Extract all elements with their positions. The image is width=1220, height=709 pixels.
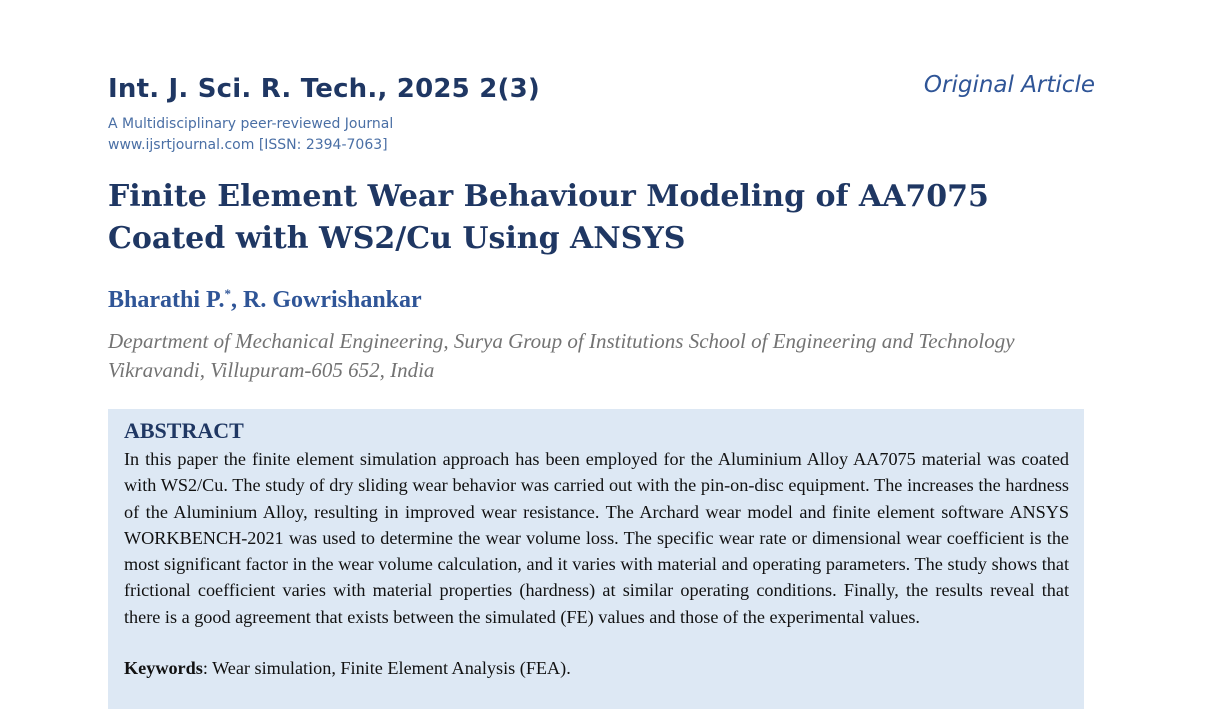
journal-title: Int. J. Sci. R. Tech., 2025 2(3) — [108, 74, 540, 104]
journal-website: www.ijsrtjournal.com [ISSN: 2394-7063] — [108, 137, 388, 153]
corresponding-author-mark: * — [224, 286, 231, 301]
affiliation-line-1: Department of Mechanical Engineering, Surya Group of Institutions School of Engineering and Technology — [108, 329, 1015, 353]
paper-title-line-2: Coated with WS2/Cu Using ANSYS — [108, 221, 686, 256]
paper-title — [108, 176, 1008, 260]
author-1: Bharathi P. — [108, 287, 225, 313]
author-separator: , — [230, 287, 243, 313]
article-type-label: Original Article — [923, 72, 1095, 98]
keywords-label: Keywords — [124, 658, 203, 678]
journal-info — [108, 114, 393, 156]
affiliation-line-2: Vikravandi, Villupuram-605 652, India — [108, 358, 435, 382]
keywords-line — [124, 658, 571, 679]
author-list — [108, 286, 422, 314]
abstract-heading: ABSTRACT — [124, 418, 244, 443]
abstract-box — [108, 409, 1084, 709]
affiliation — [108, 327, 1108, 385]
keywords-value: : Wear simulation, Finite Element Analysis (FEA). — [202, 658, 571, 678]
paper-title-line-1: Finite Element Wear Behaviour Modeling of AA7075 — [108, 179, 989, 214]
abstract-text: In this paper the finite element simulation approach has been employed for the Aluminium Alloy AA7075 material was coated with WS2/Cu. The study of dry sliding wear behavior was carried out with the pin-on-disc equipment. The increases the hardness of the Aluminium Alloy, resulting in improved wear resistance. The Archard wear model and finite element software ANSYS WORKBENCH-2021 was used to determine the wear volume loss. The specific wear rate or dimensional wear coefficient is the most significant factor in the wear volume calculation, and it varies with material and operating parameters. The study shows that frictional coefficient varies with material properties (hardness) at similar operating conditions. Finally, the results reveal that there is a good agreement that exists between the simulated (FE) values and those of the experimental values. — [124, 449, 1069, 627]
author-2: R. Gowrishankar — [242, 287, 422, 313]
journal-tagline: A Multidisciplinary peer-reviewed Journal — [108, 116, 394, 132]
